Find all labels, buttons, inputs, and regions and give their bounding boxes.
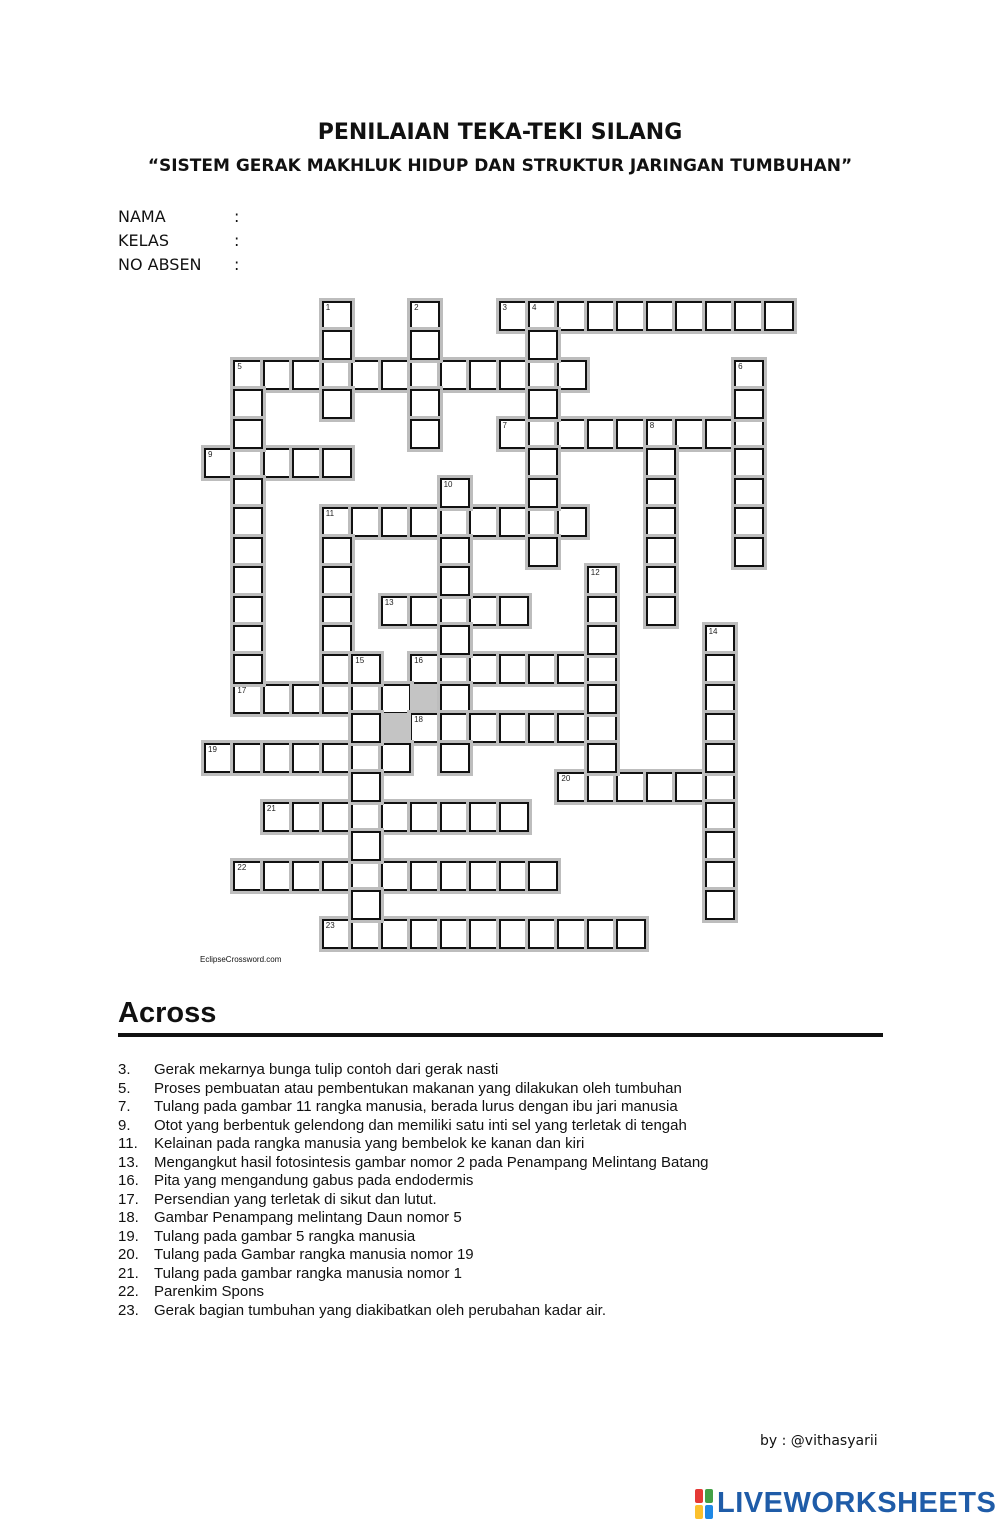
kelas-input[interactable] bbox=[250, 229, 554, 251]
crossword-cell[interactable] bbox=[646, 448, 676, 478]
kelas-field bbox=[118, 231, 240, 250]
crossword-cell[interactable] bbox=[322, 448, 352, 478]
crossword-cell[interactable] bbox=[646, 596, 676, 626]
crossword-cell[interactable] bbox=[469, 360, 499, 390]
crossword-cell[interactable] bbox=[557, 654, 587, 684]
crossword-cell[interactable] bbox=[557, 301, 587, 331]
crossword-cell[interactable] bbox=[263, 448, 293, 478]
crossword-cell[interactable] bbox=[322, 802, 352, 832]
clue-number-label: 22 bbox=[237, 862, 247, 872]
crossword-cell[interactable] bbox=[410, 301, 440, 331]
clue-number: 3. bbox=[118, 1061, 131, 1078]
crossword-cell[interactable] bbox=[292, 360, 322, 390]
crossword-cell[interactable] bbox=[675, 301, 705, 331]
crossword-cell[interactable] bbox=[381, 507, 411, 537]
crossword-cell[interactable] bbox=[528, 419, 558, 449]
crossword-cell[interactable] bbox=[322, 919, 352, 949]
clue-number-label: 21 bbox=[266, 803, 276, 813]
clue-number-label: 19 bbox=[208, 744, 217, 754]
crossword-cell[interactable] bbox=[410, 389, 440, 419]
crossword-cell[interactable] bbox=[233, 389, 263, 419]
crossword-cell[interactable] bbox=[233, 478, 263, 508]
crossword-cell[interactable] bbox=[351, 713, 381, 743]
crossword-cell[interactable] bbox=[587, 596, 617, 626]
clue-number-label: 8 bbox=[649, 420, 655, 430]
crossword-cell[interactable] bbox=[233, 566, 263, 596]
crossword-cell[interactable] bbox=[499, 596, 529, 626]
logo-tile bbox=[705, 1489, 713, 1503]
crossword-cell[interactable] bbox=[410, 330, 440, 360]
crossword-cell[interactable] bbox=[322, 301, 352, 331]
crossword-cell[interactable] bbox=[440, 537, 470, 567]
clue-item bbox=[118, 1172, 918, 1191]
liveworksheets-wordmark: LIVEWORKSHEETS bbox=[717, 1487, 997, 1519]
logo-tile bbox=[695, 1489, 703, 1503]
crossword-cell[interactable] bbox=[381, 802, 411, 832]
clue-number: 11. bbox=[118, 1135, 138, 1152]
clue-number-label: 16 bbox=[414, 656, 423, 666]
clue-text: Tulang pada gambar rangka manusia nomor 1 bbox=[154, 1264, 462, 1282]
crossword-cell[interactable] bbox=[322, 360, 352, 390]
crossword-cell[interactable] bbox=[616, 772, 646, 802]
crossword-cell[interactable] bbox=[557, 419, 587, 449]
crossword-cell[interactable] bbox=[646, 301, 676, 331]
crossword-cell[interactable] bbox=[233, 448, 263, 478]
crossword-cell[interactable] bbox=[587, 625, 617, 655]
clue-number-label: 14 bbox=[708, 627, 718, 636]
clue-number: 17. bbox=[118, 1190, 139, 1208]
clue-item bbox=[118, 1302, 918, 1321]
clue-number-label: 2 bbox=[414, 303, 419, 312]
crossword-cell[interactable] bbox=[705, 713, 735, 743]
crossword-cell[interactable] bbox=[440, 478, 470, 508]
crossword-cell[interactable] bbox=[233, 654, 263, 684]
clue-number-label: 10 bbox=[443, 479, 453, 489]
crossword-cell[interactable] bbox=[322, 654, 352, 684]
crossword-cell[interactable] bbox=[705, 684, 735, 714]
crossword-cell[interactable] bbox=[440, 566, 470, 596]
clue-item bbox=[118, 1209, 918, 1228]
crossword-cell[interactable] bbox=[557, 772, 587, 802]
clue-text: Parenkim Spons bbox=[154, 1283, 265, 1300]
crossword-cell[interactable] bbox=[440, 743, 470, 773]
crossword-cell[interactable] bbox=[233, 507, 263, 537]
clue-number: 5. bbox=[118, 1079, 131, 1097]
crossword-cell[interactable] bbox=[587, 919, 617, 949]
liveworksheets-logo bbox=[695, 1487, 996, 1520]
clue-item bbox=[118, 1265, 918, 1284]
absen-field bbox=[118, 255, 240, 274]
crossword-cell[interactable] bbox=[646, 537, 676, 567]
crossword-cell[interactable] bbox=[410, 596, 440, 626]
absen-input[interactable] bbox=[250, 253, 554, 275]
crossword-cell[interactable] bbox=[410, 802, 440, 832]
nama-field bbox=[118, 207, 240, 226]
kelas-colon: : bbox=[234, 231, 240, 250]
crossword-cell[interactable] bbox=[469, 802, 499, 832]
crossword-cell[interactable] bbox=[469, 507, 499, 537]
clue-number: 21. bbox=[118, 1264, 139, 1282]
crossword-cell[interactable] bbox=[322, 507, 352, 537]
page-title: PENILAIAN TEKA-TEKI SILANG bbox=[317, 120, 683, 145]
crossword-cell[interactable] bbox=[233, 861, 263, 891]
crossword-cell[interactable] bbox=[410, 360, 440, 390]
crossword-cell[interactable] bbox=[705, 802, 735, 832]
crossword-cell[interactable] bbox=[734, 537, 764, 567]
nama-label: NAMA bbox=[118, 207, 166, 226]
crossword-cell[interactable] bbox=[381, 743, 411, 773]
clue-number-label: 23 bbox=[325, 921, 335, 931]
crossword-cell[interactable] bbox=[528, 330, 558, 360]
crossword-cell[interactable] bbox=[322, 596, 352, 626]
crossword-cell[interactable] bbox=[322, 684, 352, 714]
crossword-cell[interactable] bbox=[528, 654, 558, 684]
crossword-cell[interactable] bbox=[381, 596, 411, 626]
clue-number: 7. bbox=[118, 1098, 131, 1115]
clue-number-label: 3 bbox=[502, 303, 507, 312]
shaded-cell bbox=[381, 713, 411, 743]
crossword-cell[interactable] bbox=[381, 861, 411, 891]
author-byline: by : @vithasyarii bbox=[760, 1433, 878, 1449]
crossword-cell[interactable] bbox=[233, 625, 263, 655]
clue-text: Gambar Penampang melintang Daun nomor 5 bbox=[154, 1209, 462, 1226]
crossword-cell[interactable] bbox=[322, 330, 352, 360]
crossword-cell[interactable] bbox=[440, 360, 470, 390]
crossword-cell[interactable] bbox=[292, 802, 322, 832]
crossword-cell[interactable] bbox=[233, 743, 263, 773]
crossword-cell[interactable] bbox=[381, 919, 411, 949]
crossword-cell[interactable] bbox=[528, 713, 558, 743]
clue-number: 23. bbox=[118, 1301, 139, 1319]
crossword-cell[interactable] bbox=[322, 861, 352, 891]
crossword-cell[interactable] bbox=[322, 537, 352, 567]
clue-number-label: 9 bbox=[208, 450, 213, 460]
crossword-cell[interactable] bbox=[675, 419, 705, 449]
crossword-cell[interactable] bbox=[528, 301, 558, 331]
clue-number: 16. bbox=[118, 1172, 139, 1189]
crossword-cell[interactable] bbox=[440, 684, 470, 714]
clue-number: 13. bbox=[118, 1153, 139, 1171]
logo-tile bbox=[695, 1505, 703, 1519]
crossword-cell[interactable] bbox=[469, 919, 499, 949]
crossword-cell[interactable] bbox=[587, 419, 617, 449]
clue-number-label: 1 bbox=[325, 303, 331, 312]
crossword-cell[interactable] bbox=[410, 419, 440, 449]
crossword-cell[interactable] bbox=[705, 890, 735, 920]
crossword-cell[interactable] bbox=[499, 713, 529, 743]
crossword-cell[interactable] bbox=[351, 890, 381, 920]
kelas-label: KELAS bbox=[118, 231, 169, 250]
crossword-cell[interactable] bbox=[734, 478, 764, 508]
shaded-cell bbox=[410, 684, 440, 714]
crossword-cell[interactable] bbox=[646, 772, 676, 802]
clue-number-label: 15 bbox=[355, 656, 365, 666]
clue-number-label: 20 bbox=[561, 774, 571, 784]
crossword-cell[interactable] bbox=[705, 743, 735, 773]
crossword-cell[interactable] bbox=[646, 419, 676, 449]
crossword-cell[interactable] bbox=[292, 743, 322, 773]
clue-item bbox=[118, 1061, 918, 1080]
clue-item bbox=[118, 1191, 918, 1210]
absen-colon: : bbox=[234, 255, 240, 274]
crossword-cell[interactable] bbox=[440, 625, 470, 655]
crossword-cell[interactable] bbox=[351, 919, 381, 949]
crossword-cell[interactable] bbox=[351, 743, 381, 773]
crossword-cell[interactable] bbox=[233, 596, 263, 626]
absen-label: NO ABSEN bbox=[118, 255, 202, 274]
clue-item bbox=[118, 1228, 918, 1247]
clue-item bbox=[118, 1246, 918, 1265]
crossword-cell[interactable] bbox=[587, 684, 617, 714]
crossword-cell[interactable] bbox=[292, 861, 322, 891]
clue-item bbox=[118, 1154, 918, 1173]
crossword-cell[interactable] bbox=[469, 861, 499, 891]
clue-text: Mengangkut hasil fotosintesis gambar nomor 2 pada Penampang Melintang Batang bbox=[154, 1153, 709, 1171]
crossword-cell[interactable] bbox=[263, 743, 293, 773]
crossword-cell[interactable] bbox=[381, 684, 411, 714]
crossword-cell[interactable] bbox=[469, 713, 499, 743]
clue-text: Tulang pada gambar 5 rangka manusia bbox=[154, 1227, 416, 1245]
crossword-cell[interactable] bbox=[557, 919, 587, 949]
nama-input[interactable] bbox=[250, 205, 554, 227]
crossword-cell[interactable] bbox=[233, 360, 263, 390]
across-heading: Across bbox=[118, 997, 217, 1029]
clue-number: 19. bbox=[118, 1227, 139, 1245]
crossword-cell[interactable] bbox=[440, 713, 470, 743]
crossword-cell[interactable] bbox=[705, 861, 735, 891]
crossword-cell[interactable] bbox=[440, 596, 470, 626]
crossword-cell[interactable] bbox=[734, 419, 764, 449]
clue-number: 22. bbox=[118, 1283, 139, 1300]
crossword-cell[interactable] bbox=[499, 301, 529, 331]
crossword-cell[interactable] bbox=[292, 684, 322, 714]
clue-item bbox=[118, 1080, 918, 1099]
crossword-cell[interactable] bbox=[616, 419, 646, 449]
clue-number-label: 4 bbox=[532, 303, 537, 312]
crossword-cell[interactable] bbox=[587, 301, 617, 331]
clue-text: Tulang pada gambar 11 rangka manusia, berada lurus dengan ibu jari manusia bbox=[154, 1098, 678, 1115]
crossword-cell[interactable] bbox=[528, 448, 558, 478]
clue-number-label: 5 bbox=[237, 361, 242, 371]
crossword-credit: EclipseCrossword.com bbox=[200, 955, 282, 964]
crossword-cell[interactable] bbox=[705, 301, 735, 331]
crossword-cell[interactable] bbox=[528, 861, 558, 891]
crossword-cell[interactable] bbox=[616, 301, 646, 331]
clue-text: Gerak mekarnya bunga tulip contoh dari gerak nasti bbox=[154, 1061, 499, 1078]
clue-number: 18. bbox=[118, 1209, 139, 1226]
crossword-cell[interactable] bbox=[204, 743, 234, 773]
clue-number-label: 13 bbox=[384, 597, 394, 607]
crossword-cell[interactable] bbox=[410, 654, 440, 684]
crossword-cell[interactable] bbox=[440, 802, 470, 832]
crossword-cell[interactable] bbox=[764, 301, 794, 331]
crossword-cell[interactable] bbox=[410, 713, 440, 743]
crossword-cell[interactable] bbox=[351, 684, 381, 714]
crossword-cell[interactable] bbox=[705, 419, 735, 449]
clue-text: Pita yang mengandung gabus pada endodermis bbox=[154, 1172, 474, 1189]
crossword-cell[interactable] bbox=[233, 537, 263, 567]
crossword-cell[interactable] bbox=[705, 625, 735, 655]
clue-text: Tulang pada Gambar rangka manusia nomor 19 bbox=[154, 1246, 474, 1263]
crossword-cell[interactable] bbox=[587, 743, 617, 773]
crossword-cell[interactable] bbox=[528, 478, 558, 508]
crossword-cell[interactable] bbox=[263, 360, 293, 390]
crossword-cell[interactable] bbox=[734, 507, 764, 537]
across-divider bbox=[118, 1033, 883, 1037]
crossword-cell[interactable] bbox=[499, 419, 529, 449]
crossword-cell[interactable] bbox=[499, 861, 529, 891]
crossword-cell[interactable] bbox=[528, 919, 558, 949]
crossword-cell[interactable] bbox=[646, 566, 676, 596]
clue-item bbox=[118, 1098, 918, 1117]
crossword-cell[interactable] bbox=[499, 654, 529, 684]
crossword-cell[interactable] bbox=[675, 772, 705, 802]
crossword-cell[interactable] bbox=[587, 713, 617, 743]
crossword-cell[interactable] bbox=[351, 360, 381, 390]
crossword-cell[interactable] bbox=[557, 713, 587, 743]
crossword-cell[interactable] bbox=[528, 389, 558, 419]
crossword-cell[interactable] bbox=[351, 802, 381, 832]
clue-number: 20. bbox=[118, 1246, 139, 1263]
crossword-cell[interactable] bbox=[204, 448, 234, 478]
crossword-cell[interactable] bbox=[233, 419, 263, 449]
crossword-cell[interactable] bbox=[351, 507, 381, 537]
crossword-cell[interactable] bbox=[410, 507, 440, 537]
crossword-cell[interactable] bbox=[469, 596, 499, 626]
crossword-cell[interactable] bbox=[322, 743, 352, 773]
crossword-cell[interactable] bbox=[263, 861, 293, 891]
crossword-cell[interactable] bbox=[734, 360, 764, 390]
clue-text: Proses pembuatan atau pembentukan makanan yang dilakukan oleh tumbuhan bbox=[154, 1079, 682, 1097]
clue-text: Kelainan pada rangka manusia yang bembelok ke kanan dan kiri bbox=[154, 1135, 585, 1152]
clue-item bbox=[118, 1135, 918, 1154]
crossword-cell[interactable] bbox=[499, 802, 529, 832]
clue-number-label: 7 bbox=[502, 420, 507, 430]
crossword-cell[interactable] bbox=[440, 861, 470, 891]
crossword-cell[interactable] bbox=[587, 772, 617, 802]
crossword-cell[interactable] bbox=[616, 919, 646, 949]
crossword-cell[interactable] bbox=[440, 654, 470, 684]
crossword-cell[interactable] bbox=[499, 919, 529, 949]
clue-number-label: 17 bbox=[237, 685, 247, 695]
crossword-cell[interactable] bbox=[351, 861, 381, 891]
crossword-cell[interactable] bbox=[440, 919, 470, 949]
crossword-cell[interactable] bbox=[587, 654, 617, 684]
crossword-cell[interactable] bbox=[351, 831, 381, 861]
logo-tile bbox=[705, 1505, 713, 1519]
crossword-cell[interactable] bbox=[233, 684, 263, 714]
crossword-cell[interactable] bbox=[499, 507, 529, 537]
crossword-cell[interactable] bbox=[410, 919, 440, 949]
nama-colon: : bbox=[234, 207, 240, 226]
crossword-cell[interactable] bbox=[734, 301, 764, 331]
crossword-cell[interactable] bbox=[528, 507, 558, 537]
crossword-cell[interactable] bbox=[440, 507, 470, 537]
clue-text: Gerak bagian tumbuhan yang diakibatkan oleh perubahan kadar air. bbox=[154, 1301, 606, 1319]
crossword-cell[interactable] bbox=[469, 654, 499, 684]
crossword-cell[interactable] bbox=[528, 537, 558, 567]
crossword-cell[interactable] bbox=[263, 802, 293, 832]
crossword-cell[interactable] bbox=[557, 507, 587, 537]
crossword-cell[interactable] bbox=[587, 566, 617, 596]
crossword-cell[interactable] bbox=[705, 772, 735, 802]
crossword-cell[interactable] bbox=[499, 360, 529, 390]
clue-number-label: 18 bbox=[414, 715, 423, 725]
clue-number-label: 12 bbox=[590, 568, 600, 577]
crossword-cell[interactable] bbox=[351, 654, 381, 684]
crossword-cell[interactable] bbox=[557, 360, 587, 390]
crossword-cell[interactable] bbox=[528, 360, 558, 390]
clue-text: Otot yang berbentuk gelendong dan memiliki satu inti sel yang terletak di tengah bbox=[154, 1116, 687, 1134]
crossword-cell[interactable] bbox=[705, 654, 735, 684]
crossword-cell[interactable] bbox=[322, 566, 352, 596]
clue-item bbox=[118, 1117, 918, 1136]
clue-number-label: 6 bbox=[738, 361, 743, 371]
crossword-cell[interactable] bbox=[263, 684, 293, 714]
crossword-cell[interactable] bbox=[410, 861, 440, 891]
crossword-cell[interactable] bbox=[381, 360, 411, 390]
crossword-cell[interactable] bbox=[734, 448, 764, 478]
across-clue-list bbox=[118, 1061, 918, 1320]
crossword-cell[interactable] bbox=[734, 389, 764, 419]
clue-number: 9. bbox=[118, 1116, 131, 1134]
clue-text: Persendian yang terletak di sikut dan lutut. bbox=[154, 1190, 437, 1208]
crossword-cell[interactable] bbox=[322, 389, 352, 419]
crossword-cell[interactable] bbox=[646, 507, 676, 537]
page-subtitle: “SISTEM GERAK MAKHLUK HIDUP DAN STRUKTUR JARINGAN TUMBUHAN” bbox=[147, 156, 853, 176]
crossword-cell[interactable] bbox=[292, 448, 322, 478]
crossword-cell[interactable] bbox=[322, 625, 352, 655]
crossword-cell[interactable] bbox=[705, 831, 735, 861]
clue-number-label: 11 bbox=[325, 509, 335, 519]
crossword-cell[interactable] bbox=[646, 478, 676, 508]
clue-item bbox=[118, 1283, 918, 1302]
liveworksheets-icon bbox=[695, 1489, 713, 1519]
crossword-cell[interactable] bbox=[351, 772, 381, 802]
